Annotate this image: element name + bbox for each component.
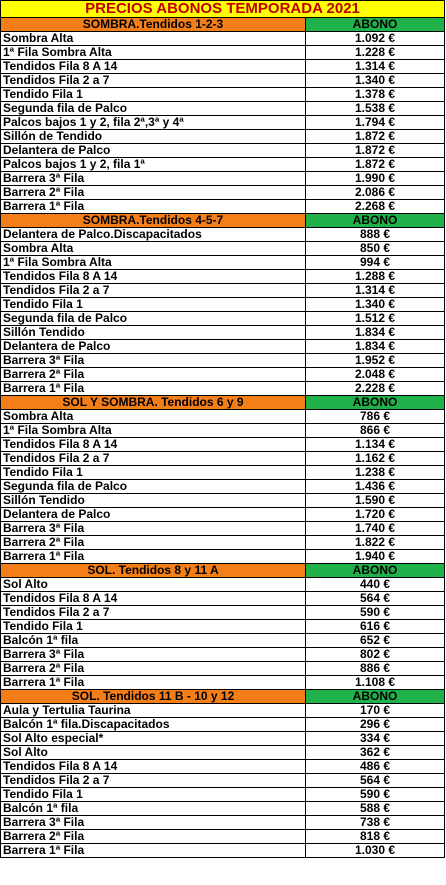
seat-label: Tendido Fila 1: [1, 298, 306, 312]
seat-label: Tendido Fila 1: [1, 620, 306, 634]
seat-label: Tendidos Fila 8 A 14: [1, 270, 306, 284]
table-row: [1, 326, 445, 340]
table-row: [1, 130, 445, 144]
table-row: [1, 452, 445, 466]
seat-label: Barrera 1ª Fila: [1, 550, 306, 564]
abono-header: ABONO: [306, 564, 445, 578]
seat-label: Barrera 2ª Fila: [1, 186, 306, 200]
seat-label: Sillón Tendido: [1, 326, 306, 340]
seat-price: 1.092 €: [306, 32, 445, 46]
seat-price: 2.268 €: [306, 200, 445, 214]
table-row: [1, 200, 445, 214]
table-row: [1, 760, 445, 774]
seat-price: 334 €: [306, 732, 445, 746]
seat-label: Barrera 1ª Fila: [1, 844, 306, 858]
seat-label: Barrera 3ª Fila: [1, 816, 306, 830]
seat-price: 1.340 €: [306, 74, 445, 88]
seat-price: 1.940 €: [306, 550, 445, 564]
table-row: [1, 424, 445, 438]
table-row: [1, 172, 445, 186]
seat-price: 1.834 €: [306, 340, 445, 354]
seat-label: Tendidos Fila 2 a 7: [1, 284, 306, 298]
seat-price: 1.512 €: [306, 312, 445, 326]
table-row: [1, 732, 445, 746]
seat-price: 1.538 €: [306, 102, 445, 116]
seat-price: 1.228 €: [306, 46, 445, 60]
seat-label: Barrera 3ª Fila: [1, 354, 306, 368]
table-row: [1, 88, 445, 102]
seat-price: 1.720 €: [306, 508, 445, 522]
seat-label: Tendido Fila 1: [1, 788, 306, 802]
seat-label: 1ª Fila Sombra Alta: [1, 424, 306, 438]
table-row: [1, 382, 445, 396]
abono-header: ABONO: [306, 690, 445, 704]
table-row: [1, 186, 445, 200]
section-header-row: [1, 690, 445, 704]
abono-header: ABONO: [306, 18, 445, 32]
seat-price: 362 €: [306, 746, 445, 760]
table-row: [1, 312, 445, 326]
seat-price: 818 €: [306, 830, 445, 844]
seat-label: Delantera de Palco: [1, 340, 306, 354]
table-row: [1, 116, 445, 130]
seat-label: Sol Alto especial*: [1, 732, 306, 746]
section-title: SOMBRA.Tendidos 4-5-7: [1, 214, 306, 228]
seat-price: 2.048 €: [306, 368, 445, 382]
table-row: [1, 298, 445, 312]
seat-label: Sombra Alta: [1, 410, 306, 424]
seat-price: 1.590 €: [306, 494, 445, 508]
section-title: SOMBRA.Tendidos 1-2-3: [1, 18, 306, 32]
seat-price: 1.872 €: [306, 144, 445, 158]
seat-price: 1.134 €: [306, 438, 445, 452]
seat-label: Barrera 1ª Fila: [1, 200, 306, 214]
seat-label: Barrera 2ª Fila: [1, 536, 306, 550]
seat-label: Barrera 1ª Fila: [1, 676, 306, 690]
seat-price: 1.834 €: [306, 326, 445, 340]
table-row: [1, 704, 445, 718]
table-row: [1, 228, 445, 242]
seat-price: 888 €: [306, 228, 445, 242]
price-table-body: [1, 1, 445, 858]
seat-price: 440 €: [306, 578, 445, 592]
seat-price: 652 €: [306, 634, 445, 648]
table-row: [1, 158, 445, 172]
seat-price: 1.872 €: [306, 130, 445, 144]
title-row: [1, 1, 445, 18]
seat-price: 1.990 €: [306, 172, 445, 186]
table-row: [1, 662, 445, 676]
seat-price: 802 €: [306, 648, 445, 662]
seat-label: Tendido Fila 1: [1, 466, 306, 480]
seat-label: Sombra Alta: [1, 242, 306, 256]
table-row: [1, 844, 445, 858]
seat-label: Barrera 2ª Fila: [1, 662, 306, 676]
seat-label: 1ª Fila Sombra Alta: [1, 256, 306, 270]
seat-label: Sol Alto: [1, 578, 306, 592]
table-row: [1, 284, 445, 298]
seat-label: Sillón de Tendido: [1, 130, 306, 144]
seat-price: 588 €: [306, 802, 445, 816]
seat-price: 486 €: [306, 760, 445, 774]
seat-label: Barrera 3ª Fila: [1, 522, 306, 536]
seat-price: 786 €: [306, 410, 445, 424]
table-row: [1, 606, 445, 620]
table-row: [1, 60, 445, 74]
seat-label: Tendidos Fila 8 A 14: [1, 438, 306, 452]
seat-price: 1.794 €: [306, 116, 445, 130]
table-row: [1, 578, 445, 592]
seat-price: 2.086 €: [306, 186, 445, 200]
seat-label: Tendidos Fila 2 a 7: [1, 74, 306, 88]
seat-label: Segunda fila de Palco: [1, 480, 306, 494]
seat-price: 590 €: [306, 788, 445, 802]
table-row: [1, 620, 445, 634]
seat-label: Delantera de Palco.Discapacitados: [1, 228, 306, 242]
seat-price: 1.436 €: [306, 480, 445, 494]
seat-price: 1.288 €: [306, 270, 445, 284]
seat-label: Tendidos Fila 2 a 7: [1, 452, 306, 466]
section-header-row: [1, 214, 445, 228]
table-row: [1, 32, 445, 46]
seat-label: 1ª Fila Sombra Alta: [1, 46, 306, 60]
table-row: [1, 802, 445, 816]
seat-label: Tendidos Fila 2 a 7: [1, 606, 306, 620]
seat-label: Palcos bajos 1 y 2, fila 1ª: [1, 158, 306, 172]
table-row: [1, 508, 445, 522]
section-title: SOL. Tendidos 8 y 11 A: [1, 564, 306, 578]
seat-price: 1.030 €: [306, 844, 445, 858]
seat-label: Tendidos Fila 2 a 7: [1, 774, 306, 788]
seat-label: Balcón 1ª fila: [1, 802, 306, 816]
section-header-row: [1, 396, 445, 410]
table-row: [1, 354, 445, 368]
seat-label: Tendidos Fila 8 A 14: [1, 760, 306, 774]
seat-label: Balcón 1ª fila: [1, 634, 306, 648]
seat-label: Aula y Tertulia Taurina: [1, 704, 306, 718]
seat-label: Segunda fila de Palco: [1, 102, 306, 116]
seat-label: Sol Alto: [1, 746, 306, 760]
table-row: [1, 256, 445, 270]
seat-price: 886 €: [306, 662, 445, 676]
seat-label: Barrera 3ª Fila: [1, 172, 306, 186]
table-row: [1, 410, 445, 424]
abono-header: ABONO: [306, 214, 445, 228]
seat-price: 564 €: [306, 774, 445, 788]
seat-price: 1.952 €: [306, 354, 445, 368]
table-row: [1, 746, 445, 760]
section-title: SOL Y SOMBRA. Tendidos 6 y 9: [1, 396, 306, 410]
seat-label: Delantera de Palco: [1, 508, 306, 522]
page-title: PRECIOS ABONOS TEMPORADA 2021: [1, 1, 445, 18]
seat-price: 2.228 €: [306, 382, 445, 396]
table-row: [1, 774, 445, 788]
table-row: [1, 480, 445, 494]
seat-label: Tendido Fila 1: [1, 88, 306, 102]
seat-label: Barrera 3ª Fila: [1, 648, 306, 662]
table-row: [1, 466, 445, 480]
seat-price: 1.108 €: [306, 676, 445, 690]
table-row: [1, 718, 445, 732]
table-row: [1, 522, 445, 536]
seat-price: 1.314 €: [306, 60, 445, 74]
seat-label: Barrera 2ª Fila: [1, 368, 306, 382]
seat-label: Delantera de Palco: [1, 144, 306, 158]
seat-price: 738 €: [306, 816, 445, 830]
seat-price: 850 €: [306, 242, 445, 256]
table-row: [1, 676, 445, 690]
seat-price: 1.314 €: [306, 284, 445, 298]
seat-label: Tendidos Fila 8 A 14: [1, 592, 306, 606]
table-row: [1, 550, 445, 564]
seat-label: Palcos bajos 1 y 2, fila 2ª,3ª y 4ª: [1, 116, 306, 130]
table-row: [1, 788, 445, 802]
table-row: [1, 270, 445, 284]
section-header-row: [1, 18, 445, 32]
seat-price: 1.162 €: [306, 452, 445, 466]
seat-price: 616 €: [306, 620, 445, 634]
seat-price: 564 €: [306, 592, 445, 606]
seat-label: Barrera 1ª Fila: [1, 382, 306, 396]
seat-label: Barrera 2ª Fila: [1, 830, 306, 844]
table-row: [1, 46, 445, 60]
seat-price: 170 €: [306, 704, 445, 718]
seat-price: 296 €: [306, 718, 445, 732]
seat-price: 994 €: [306, 256, 445, 270]
table-row: [1, 648, 445, 662]
table-row: [1, 830, 445, 844]
abono-header: ABONO: [306, 396, 445, 410]
seat-label: Tendidos Fila 8 A 14: [1, 60, 306, 74]
seat-price: 866 €: [306, 424, 445, 438]
seat-price: 1.872 €: [306, 158, 445, 172]
section-title: SOL. Tendidos 11 B - 10 y 12: [1, 690, 306, 704]
seat-price: 1.238 €: [306, 466, 445, 480]
seat-price: 1.340 €: [306, 298, 445, 312]
table-row: [1, 592, 445, 606]
table-row: [1, 494, 445, 508]
table-row: [1, 242, 445, 256]
seat-label: Segunda fila de Palco: [1, 312, 306, 326]
table-row: [1, 102, 445, 116]
table-row: [1, 368, 445, 382]
seat-price: 1.822 €: [306, 536, 445, 550]
seat-label: Balcón 1ª fila.Discapacitados: [1, 718, 306, 732]
table-row: [1, 536, 445, 550]
table-row: [1, 634, 445, 648]
table-row: [1, 74, 445, 88]
table-row: [1, 340, 445, 354]
seat-label: Sombra Alta: [1, 32, 306, 46]
section-header-row: [1, 564, 445, 578]
table-row: [1, 816, 445, 830]
seat-price: 1.740 €: [306, 522, 445, 536]
seat-label: Sillón Tendido: [1, 494, 306, 508]
table-row: [1, 144, 445, 158]
seat-price: 590 €: [306, 606, 445, 620]
seat-price: 1.378 €: [306, 88, 445, 102]
table-row: [1, 438, 445, 452]
